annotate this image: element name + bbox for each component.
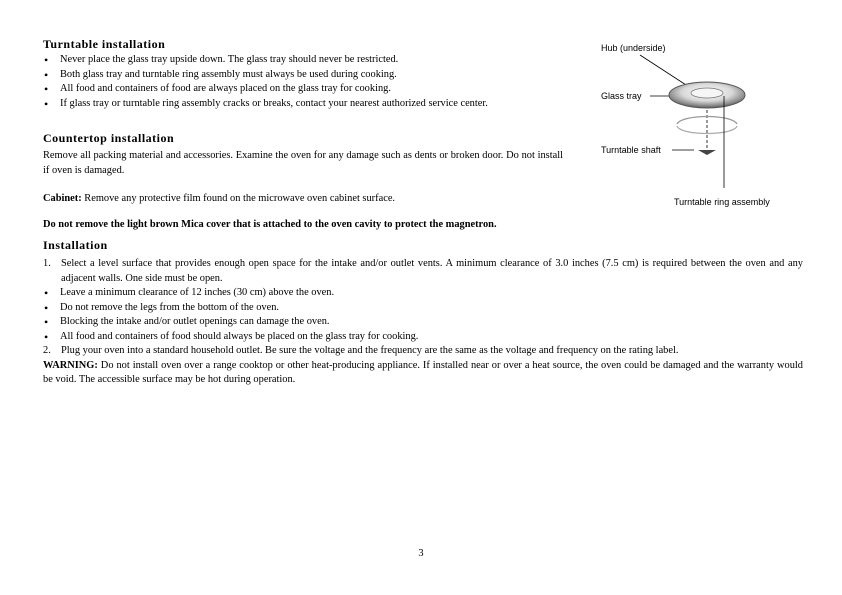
- countertop-text: Remove all packing material and accessories. Examine the oven for any damage such as dents or broken door. Do not install if oven is damaged.: [43, 150, 563, 176]
- step-1-number: 1.: [43, 258, 51, 269]
- step-1-text: Select a level surface that provides enough open space for the intake and/or outlet vents. A minimum clearance of 3.0 inches (7.5 cm) is required between the oven and any adjacent walls. One side must be open.: [61, 258, 803, 284]
- turntable-heading: Turntable installation: [43, 37, 166, 51]
- turntable-section: [43, 37, 573, 111]
- ring-label: Turntable ring assembly: [674, 197, 770, 207]
- countertop-section: [43, 131, 563, 178]
- installation-section: [43, 238, 803, 388]
- hub-label: Hub (underside): [601, 43, 666, 53]
- cabinet-paragraph: [43, 192, 573, 207]
- cabinet-label: Cabinet:: [43, 193, 82, 204]
- list-item: • Do not remove the legs from the bottom of the oven.: [43, 301, 803, 316]
- turntable-shaft-shape: [698, 150, 716, 155]
- turntable-diagram: [590, 38, 790, 213]
- list-item: • All food and containers of food are always placed on the glass tray for cooking.: [43, 82, 573, 97]
- warning-label: WARNING:: [43, 359, 98, 371]
- list-item: • Never place the glass tray upside down. The glass tray should never be restricted.: [43, 53, 573, 68]
- step-1-bullet-list: [43, 286, 803, 344]
- countertop-heading: Countertop installation: [43, 131, 175, 145]
- list-item: • If glass tray or turntable ring assembly cracks or breaks, contact your nearest authorized service center.: [43, 97, 573, 112]
- mica-warning: Do not remove the light brown Mica cover that is attached to the oven cavity to protect the magnetron.: [43, 219, 497, 230]
- cabinet-text: Remove any protective film found on the microwave oven cabinet surface.: [81, 193, 396, 204]
- glass-tray-label: Glass tray: [601, 91, 642, 101]
- installation-step-1: [43, 257, 803, 286]
- turntable-bullet-list: [43, 53, 573, 111]
- step-2-text: Plug your oven into a standard household outlet. Be sure the voltage and the frequency are the same as the voltage and frequency on the rating label.: [61, 345, 679, 356]
- warning-text: Do not install oven over a range cooktop or other heat-producing appliance. If installed near or over a heat source, the oven could be damaged and the warranty would be void. The accessible surface may be hot during operation.: [43, 359, 803, 385]
- list-item: • Both glass tray and turntable ring assembly must always be used during cooking.: [43, 68, 573, 83]
- hub-shape: [691, 88, 723, 98]
- list-item: • All food and containers of food should always be placed on the glass tray for cooking.: [43, 330, 803, 345]
- step-2-number: 2.: [43, 345, 51, 356]
- page-number: 3: [418, 548, 424, 559]
- shaft-label: Turntable shaft: [601, 145, 661, 155]
- installation-step-2: [43, 344, 803, 359]
- warning-paragraph: [43, 359, 803, 388]
- list-item: • Leave a minimum clearance of 12 inches (30 cm) above the oven.: [43, 286, 803, 301]
- list-item: • Blocking the intake and/or outlet openings can damage the oven.: [43, 315, 803, 330]
- installation-heading: Installation: [43, 238, 108, 252]
